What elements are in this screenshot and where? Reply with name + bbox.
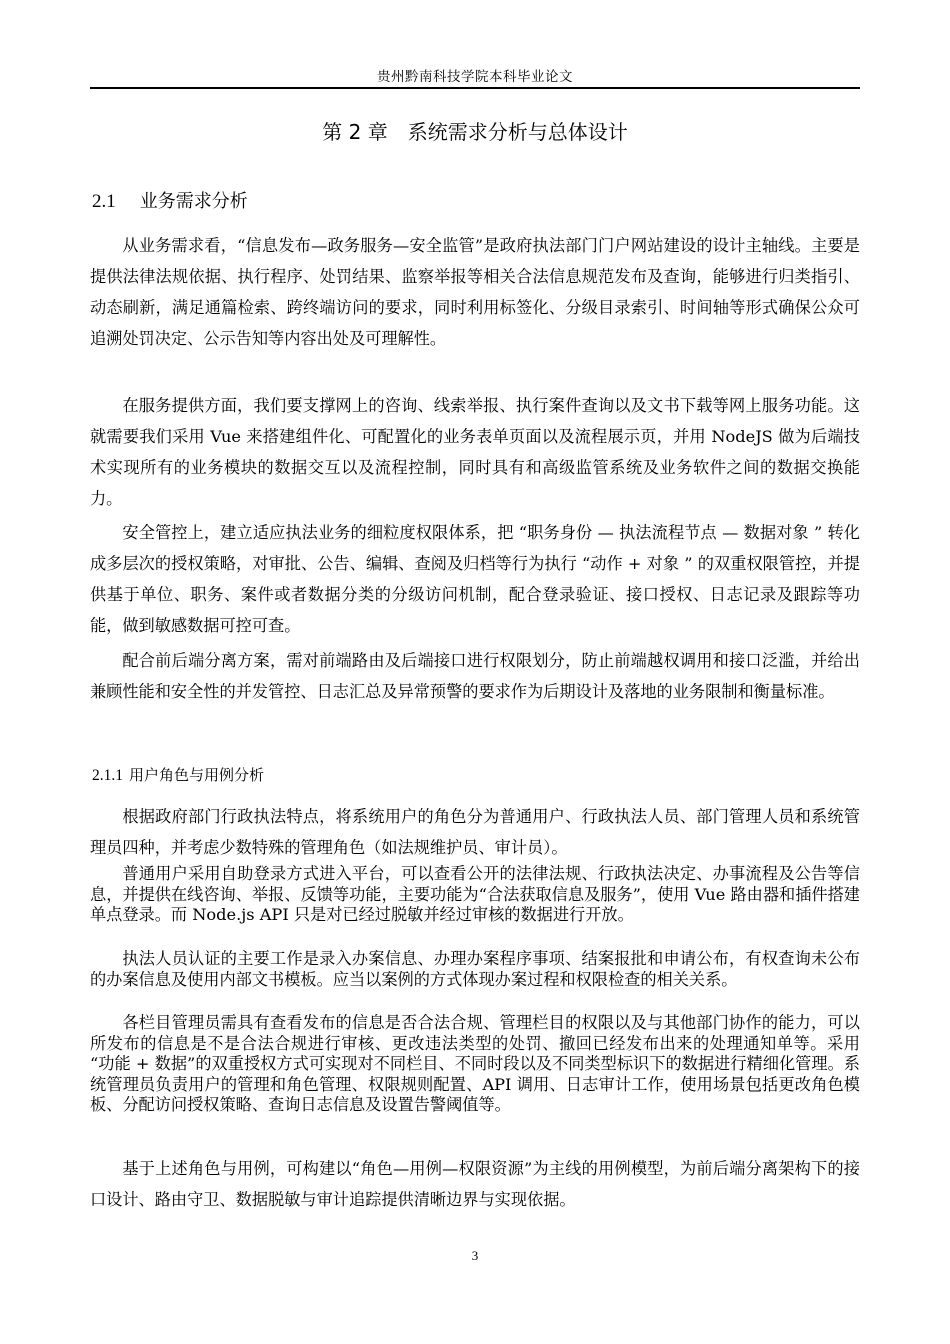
subsection-title: 用户角色与用例分析 — [129, 766, 265, 784]
section-number: 2.1 — [92, 191, 116, 212]
running-header: 贵州黔南科技学院本科毕业论文 — [377, 69, 573, 85]
body-paragraph: 从业务需求看，“信息发布—政务服务—安全监管”是政府执法部门门户网站建设的设计主轴线。主要是提供法律法规依据、执行程序、处罚结果、监察举报等相关合法信息规范发布及查询，能够进行归类指引、动态刷新，满足通篇检索、跨终端访问的要求，同时利用标签化、分级目录索引、时间轴等形式确保公众可追溯处罚决定、公示告知等内容出处及可理解性。 — [90, 236, 860, 348]
body-paragraph: 根据政府部门行政执法特点，将系统用户的角色分为普通用户、行政执法人员、部门管理人员和系统管理员四种，并考虑少数特殊的管理角色（如法规维护员、审计员）。 — [90, 807, 860, 857]
body-paragraph: 普通用户采用自助登录方式进入平台，可以查看公开的法律法规、行政执法决定、办事流程及公告等信息，并提供在线咨询、举报、反馈等功能，主要功能为“合法获取信息及服务”，使用 Vue 路由器和插件搭建单点登录。而 Node.js API 只是对已经过脱敏并经过审核的数据进行开放。 — [90, 864, 860, 924]
body-paragraph: 配合前后端分离方案，需对前端路由及后端接口进行权限划分，防止前端越权调用和接口泛滥，并给出兼顾性能和安全性的并发管控、日志汇总及异常预警的要求作为后期设计及落地的业务限制和衡量标准。 — [90, 651, 860, 701]
page-number: 3 — [471, 1248, 479, 1263]
section-heading — [92, 189, 248, 215]
body-paragraph: 执法人员认证的主要工作是录入办案信息、办理办案程序事项、结案报批和申请公布，有权查询未公布的办案信息及使用内部文书模板。应当以案例的方式体现办案过程和权限检查的相关关系。 — [90, 949, 860, 989]
header-rule — [90, 87, 860, 89]
subsection-number: 2.1.1 — [92, 767, 123, 784]
body-paragraph: 在服务提供方面，我们要支撑网上的咨询、线索举报、执行案件查询以及文书下载等网上服务功能。这就需要我们采用 Vue 来搭建组件化、可配置化的业务表单页面以及流程展示页，并用 NodeJS 做为后端技术实现所有的业务模块的数据交互以及流程控制，同时具有和高级监管系统及业务软件之间的数据交换能力。 — [90, 396, 860, 508]
subsection-heading — [92, 764, 264, 787]
section-title: 业务需求分析 — [139, 191, 248, 212]
body-paragraph: 安全管控上，建立适应执法业务的细粒度权限体系，把 “职务身份 — 执法流程节点 — 数据对象 ” 转化成多层次的授权策略，对审批、公告、编辑、查阅及归档等行为执行 “动作 + 对象 ” 的双重权限管控，并提供基于单位、职务、案件或者数据分类的分级访问机制，配合登录验证、接口授权、日志记录及跟踪等功能，做到敏感数据可控可查。 — [90, 523, 860, 635]
body-paragraph: 基于上述角色与用例，可构建以“角色—用例—权限资源”为主线的用例模型，为前后端分离架构下的接口设计、路由守卫、数据脱敏与审计追踪提供清晰边界与实现依据。 — [90, 1159, 860, 1209]
body-paragraph: 各栏目管理员需具有查看发布的信息是否合法合规、管理栏目的权限以及与其他部门协作的能力，可以所发布的信息是不是合法合规进行审核、更改违法类型的处罚、撤回已经发布出来的处理通知单等。采用 “功能 + 数据”的双重授权方式可实现对不同栏目、不同时段以及不同类型标识下的数据进行精细化管理。系统管理员负责用户的管理和角色管理、权限规则配置、API 调用、日志审计工作，使用场景包括更改角色模板、分配访问授权策略、查询日志信息及设置告警阈值等。 — [90, 1013, 860, 1114]
chapter-title: 第 2 章 系统需求分析与总体设计 — [322, 120, 628, 144]
